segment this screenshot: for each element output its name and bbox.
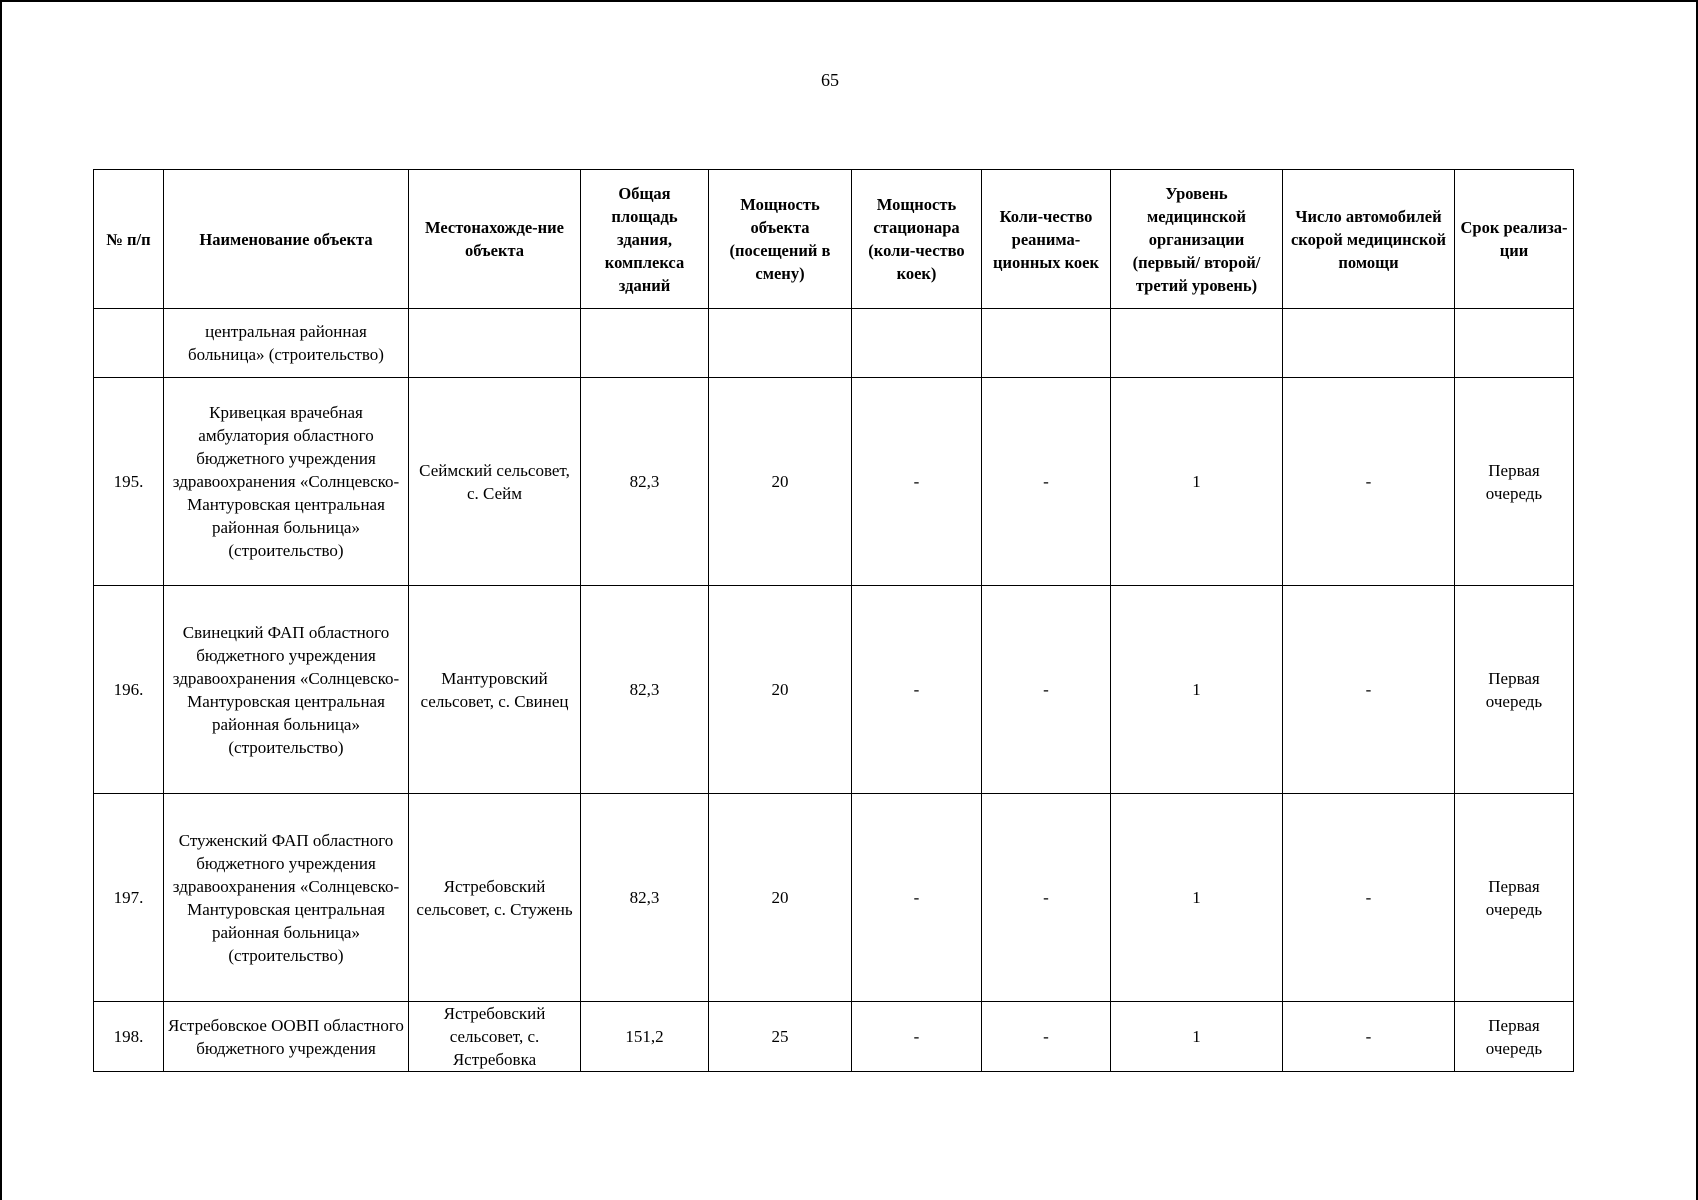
- cell-level: 1: [1111, 378, 1283, 586]
- cell-level: 1: [1111, 586, 1283, 794]
- cell-capacity: 20: [709, 378, 852, 586]
- cell-level: 1: [1111, 1002, 1283, 1072]
- cell-ambulances: -: [1283, 378, 1455, 586]
- header-term: Срок реализа-ции: [1455, 170, 1574, 309]
- cell-num: [94, 309, 164, 378]
- cell-capacity: [709, 309, 852, 378]
- cell-location: Ястребовский сельсовет, с. Ястребовка: [409, 1002, 581, 1072]
- cell-icu-beds: [982, 309, 1111, 378]
- cell-num: 198.: [94, 1002, 164, 1072]
- cell-area: 82,3: [581, 378, 709, 586]
- cell-beds: -: [852, 1002, 982, 1072]
- cell-ambulances: -: [1283, 794, 1455, 1002]
- header-capacity: Мощность объекта (посещений в смену): [709, 170, 852, 309]
- cell-area: 82,3: [581, 586, 709, 794]
- cell-beds: -: [852, 794, 982, 1002]
- cell-area: 82,3: [581, 794, 709, 1002]
- table-row: [94, 378, 1574, 586]
- cell-term: Первая очередь: [1455, 586, 1574, 794]
- cell-location: Мантуровский сельсовет, с. Свинец: [409, 586, 581, 794]
- header-level: Уровень медицинской организации (первый/ второй/ третий уровень): [1111, 170, 1283, 309]
- cell-icu-beds: -: [982, 1002, 1111, 1072]
- cell-num: 195.: [94, 378, 164, 586]
- cell-location: Ястребовский сельсовет, с. Стужень: [409, 794, 581, 1002]
- header-num: № п/п: [94, 170, 164, 309]
- cell-icu-beds: -: [982, 794, 1111, 1002]
- table-row: [94, 586, 1574, 794]
- cell-ambulances: -: [1283, 586, 1455, 794]
- cell-beds: -: [852, 586, 982, 794]
- cell-icu-beds: -: [982, 586, 1111, 794]
- cell-capacity: 20: [709, 586, 852, 794]
- cell-ambulances: -: [1283, 1002, 1455, 1072]
- cell-location: [409, 309, 581, 378]
- cell-beds: -: [852, 378, 982, 586]
- cell-capacity: 25: [709, 1002, 852, 1072]
- header-beds: Мощность стационара (коли-чество коек): [852, 170, 982, 309]
- cell-term: Первая очередь: [1455, 378, 1574, 586]
- cell-area: [581, 309, 709, 378]
- cell-name: Свинецкий ФАП областного бюджетного учреждения здравоохранения «Солнцевско-Мантуровская центральная районная больница» (строительство): [164, 586, 409, 794]
- table-row: [94, 794, 1574, 1002]
- table-row: [94, 309, 1574, 378]
- page-number: 65: [821, 70, 839, 90]
- page-border-top: [0, 0, 1698, 2]
- cell-name: Стуженский ФАП областного бюджетного учреждения здравоохранения «Солнцевско-Мантуровская центральная районная больница» (строительство): [164, 794, 409, 1002]
- cell-capacity: 20: [709, 794, 852, 1002]
- cell-name: Кривецкая врачебная амбулатория областного бюджетного учреждения здравоохранения «Солнцевско-Мантуровская центральная районная больница» (строительство): [164, 378, 409, 586]
- cell-ambulances: [1283, 309, 1455, 378]
- page-border-left: [0, 0, 2, 1200]
- cell-name: Ястребовское ООВП областного бюджетного учреждения: [164, 1002, 409, 1072]
- cell-area: 151,2: [581, 1002, 709, 1072]
- cell-num: 196.: [94, 586, 164, 794]
- cell-term: Первая очередь: [1455, 1002, 1574, 1072]
- cell-num: 197.: [94, 794, 164, 1002]
- cell-term: [1455, 309, 1574, 378]
- cell-icu-beds: -: [982, 378, 1111, 586]
- header-area: Общая площадь здания, комплекса зданий: [581, 170, 709, 309]
- header-icu-beds: Коли-чество реанима-ционных коек: [982, 170, 1111, 309]
- table-row: [94, 1002, 1574, 1072]
- cell-name: центральная районная больница» (строительство): [164, 309, 409, 378]
- header-name: Наименование объекта: [164, 170, 409, 309]
- header-location: Местонахожде-ние объекта: [409, 170, 581, 309]
- cell-location: Сеймский сельсовет, с. Сейм: [409, 378, 581, 586]
- cell-level: 1: [1111, 794, 1283, 1002]
- facilities-table: [93, 169, 1574, 1072]
- cell-term: Первая очередь: [1455, 794, 1574, 1002]
- header-ambulances: Число автомобилей скорой медицинской помощи: [1283, 170, 1455, 309]
- table-header-row: [94, 170, 1574, 309]
- cell-beds: [852, 309, 982, 378]
- cell-level: [1111, 309, 1283, 378]
